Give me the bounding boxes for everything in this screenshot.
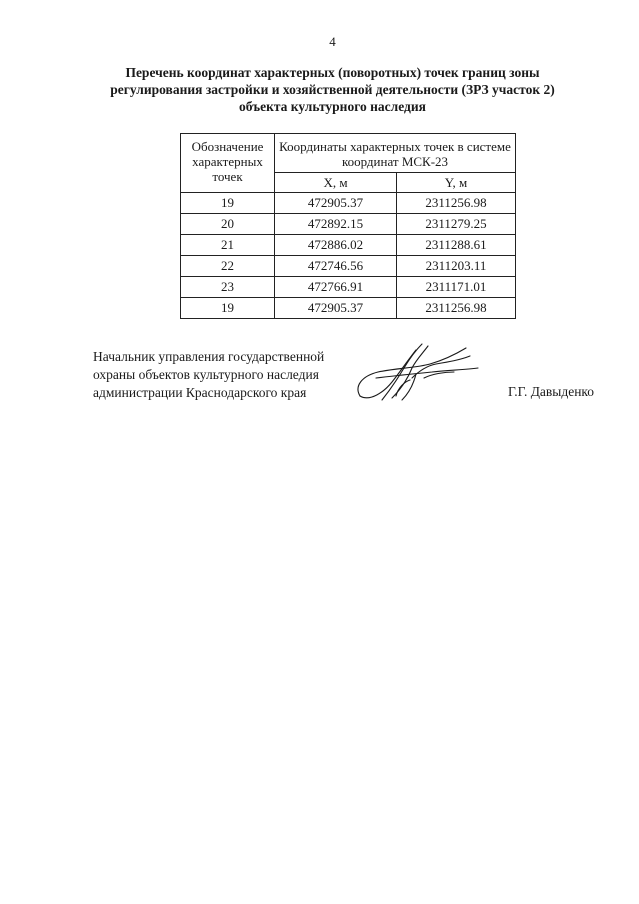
position-line-2: охраны объектов культурного наследия bbox=[93, 367, 319, 382]
title-line-3: объекта культурного наследия bbox=[239, 99, 426, 114]
position-line-3: администрации Краснодарского края bbox=[93, 385, 307, 400]
cell-x: 472766.91 bbox=[275, 277, 397, 298]
position-line-1: Начальник управления государственной bbox=[93, 349, 325, 364]
cell-x: 472892.15 bbox=[275, 214, 397, 235]
handwritten-signature bbox=[352, 338, 492, 418]
page-number: 4 bbox=[329, 34, 336, 49]
signatory-name: Г.Г. Давыденко bbox=[508, 384, 595, 399]
header-point-designation: Обозначение характерных точек bbox=[181, 134, 275, 193]
cell-x: 472905.37 bbox=[275, 298, 397, 319]
title-line-2: регулирования застройки и хозяйственной деятельности (ЗРЗ участок 2) bbox=[110, 82, 555, 97]
cell-y: 2311256.98 bbox=[397, 193, 516, 214]
cell-x: 472886.02 bbox=[275, 235, 397, 256]
table-row bbox=[181, 235, 516, 256]
signatory-position bbox=[93, 348, 324, 402]
header-x: X, м bbox=[275, 173, 397, 193]
cell-y: 2311279.25 bbox=[397, 214, 516, 235]
document-title bbox=[70, 64, 595, 115]
header-y: Y, м bbox=[397, 173, 516, 193]
table-row bbox=[181, 214, 516, 235]
cell-y: 2311288.61 bbox=[397, 235, 516, 256]
header-coordinate-system: Координаты характерных точек в системе координат МСК-23 bbox=[275, 134, 516, 173]
cell-y: 2311171.01 bbox=[397, 277, 516, 298]
cell-x: 472746.56 bbox=[275, 256, 397, 277]
table-row bbox=[181, 277, 516, 298]
cell-y: 2311203.11 bbox=[397, 256, 516, 277]
cell-x: 472905.37 bbox=[275, 193, 397, 214]
coordinates-table bbox=[180, 133, 516, 319]
table-row bbox=[181, 193, 516, 214]
cell-point: 22 bbox=[181, 256, 275, 277]
cell-point: 23 bbox=[181, 277, 275, 298]
table-row bbox=[181, 256, 516, 277]
cell-point: 20 bbox=[181, 214, 275, 235]
cell-point: 19 bbox=[181, 193, 275, 214]
cell-point: 21 bbox=[181, 235, 275, 256]
title-line-1: Перечень координат характерных (поворотных) точек границ зоны bbox=[125, 65, 540, 80]
cell-point: 19 bbox=[181, 298, 275, 319]
table-row bbox=[181, 298, 516, 319]
cell-y: 2311256.98 bbox=[397, 298, 516, 319]
table-header-row bbox=[181, 134, 516, 173]
